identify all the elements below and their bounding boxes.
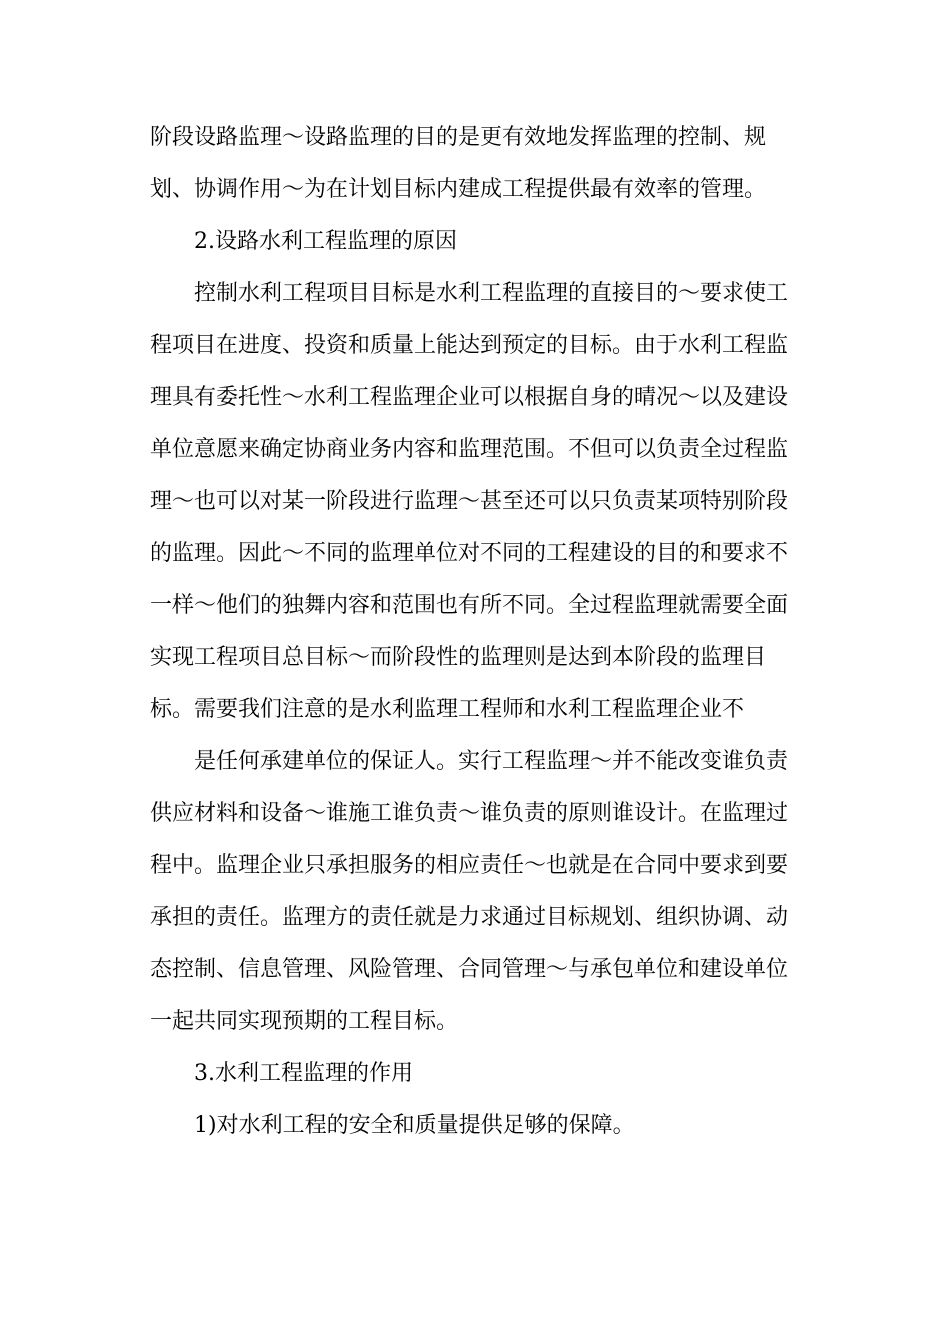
text-line: 一样～他们的独舞内容和范围也有所不同。全过程监理就需要全面	[150, 593, 789, 618]
text-line: 是任何承建单位的保证人。实行工程监理～并不能改变谁负责	[194, 749, 789, 774]
text-line: 标。需要我们注意的是水利监理工程师和水利工程监理企业不	[150, 697, 745, 722]
text-line: 供应材料和设备～谁施工谁负责～谁负责的原则谁设计。在监理过	[150, 801, 789, 826]
text-line: 划、协调作用～为在计划目标内建成工程提供最有效率的管理。	[150, 177, 767, 202]
text-line: 程项目在进度、投资和质量上能达到预定的目标。由于水利工程监	[150, 333, 789, 358]
text-line: 理具有委托性～水利工程监理企业可以根据自身的晴况～以及建设	[150, 385, 789, 410]
text-line: 控制水利工程项目目标是水利工程监理的直接目的～要求使工	[194, 281, 789, 306]
text-line: 阶段设路监理～设路监理的目的是更有效地发挥监理的控制、规	[150, 125, 767, 150]
section-heading: 2.设路水利工程监理的原因	[194, 229, 457, 254]
section-heading: 3.水利工程监理的作用	[194, 1061, 413, 1086]
text-line: 的监理。因此～不同的监理单位对不同的工程建设的目的和要求不	[150, 541, 789, 566]
text-line: 单位意愿来确定协商业务内容和监理范围。不但可以负责全过程监	[150, 437, 789, 462]
text-line: 承担的责任。监理方的责任就是力求通过目标规划、组织协调、动	[150, 905, 789, 930]
text-line: 实现工程项目总目标～而阶段性的监理则是达到本阶段的监理目	[150, 645, 767, 670]
list-item: 1)对水利工程的安全和质量提供足够的保障。	[194, 1113, 635, 1138]
text-line: 理～也可以对某一阶段进行监理～甚至还可以只负责某项特别阶段	[150, 489, 789, 514]
text-line: 态控制、信息管理、风险管理、合同管理～与承包单位和建设单位	[150, 957, 789, 982]
text-line: 一起共同实现预期的工程目标。	[150, 1009, 459, 1034]
text-line: 程中。监理企业只承担服务的相应责任～也就是在合同中要求到要	[150, 853, 789, 878]
